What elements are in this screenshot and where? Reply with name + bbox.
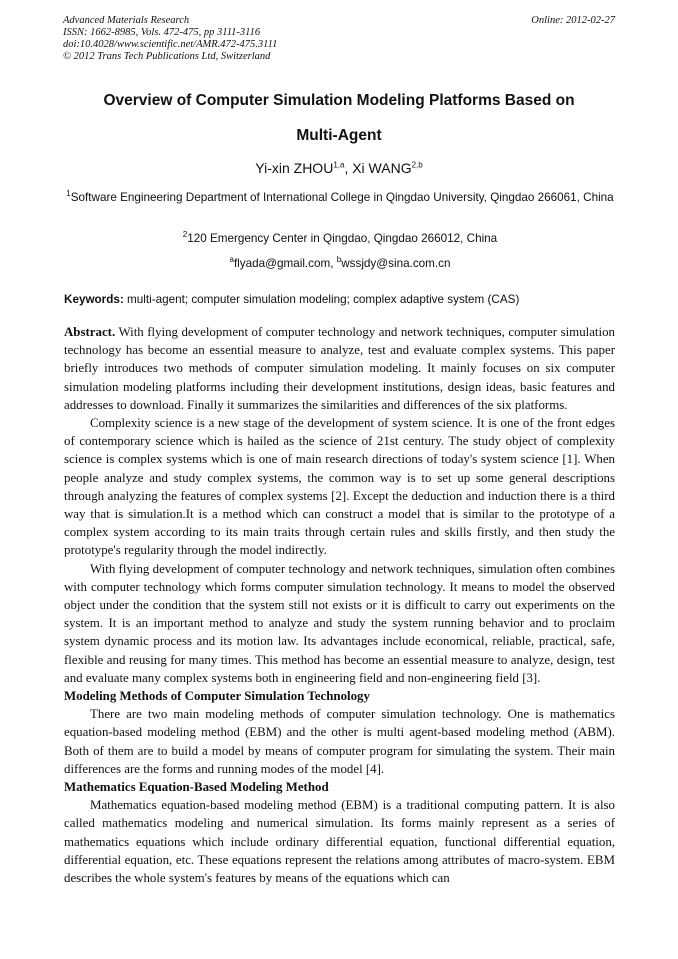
author-1-affil-mark: 1,a <box>333 160 345 170</box>
journal-header <box>63 15 277 63</box>
section-heading-ebm: Mathematics Equation-Based Modeling Method <box>64 780 329 795</box>
abstract-label: Abstract. <box>64 325 116 339</box>
affiliation-1-mark: 1 <box>66 189 71 199</box>
email-2-mark: b <box>336 255 342 265</box>
email-2: wssjdy@sina.com.cn <box>341 257 451 270</box>
paper-body <box>64 323 615 887</box>
journal-doi: doi:10.4028/www.scientific.net/AMR.472-475.3111 <box>63 39 278 50</box>
author-emails <box>64 257 616 270</box>
keywords-text: multi-agent; computer simulation modeling; complex adaptive system (CAS) <box>123 293 520 306</box>
author-2-name: Xi WANG <box>352 160 412 176</box>
online-date: Online: 2012-02-27 <box>531 15 615 26</box>
journal-copyright: © 2012 Trans Tech Publications Ltd, Switzerland <box>63 51 271 62</box>
abstract-text: With flying development of computer technology and network techniques, computer simulation technology has become an essential measure to analyze, test and evaluate complex systems. This paper briefly introduces two methods of computer simulation modeling. It mainly focuses on six computer simulation modeling platforms including their development institutions, design ideas, basic features and addresses to download. Finally it summarizes the similarities and differences of the six platforms. <box>64 325 615 412</box>
affiliation-2-text: 120 Emergency Center in Qingdao, Qingdao 266012, China <box>187 232 498 245</box>
section-heading-modeling-methods: Modeling Methods of Computer Simulation Technology <box>64 689 370 704</box>
author-separator: , <box>344 160 353 176</box>
author-list <box>40 160 638 176</box>
keywords <box>64 293 616 306</box>
affiliation-1 <box>64 189 616 207</box>
journal-name: Advanced Materials Research <box>63 15 190 26</box>
email-1: flyada@gmail.com <box>233 257 331 270</box>
section-1-paragraph-1: There are two main modeling methods of computer simulation technology. One is mathematics equation-based modeling method (EBM) and the other is multi agent-based modeling method (ABM). Both of them are to build a model by means of computer program for simulating the system. Their main differences are the forms and running modes of the model [4]. <box>64 707 615 776</box>
intro-paragraph-1: Complexity science is a new stage of the development of system science. It is one of the front edges of contemporary science which is hailed as the science of 21st century. The study object of complexity science is complex systems which is one of main research directions of today's system science [1]. When people analyze and study complex systems, the common way is to set up some general descriptions through analyzing the features of complex systems [2]. Except the deduction and induction there is a third way that is simulation.It is a method which can construct a model that is similar to the prototype of a complex system according to its main traits through certain rules and skills firstly, and then study the prototype's regularity through the model indirectly. <box>64 416 615 558</box>
keywords-label: Keywords: <box>64 293 124 306</box>
intro-paragraph-2: With flying development of computer technology and network techniques, simulation often combines with computer technology which forms computer simulation technology. It means to model the observed object under the condition that the system still not exists or it is difficult to carry out experiments on the system. It is an important method to analyze and study the system running behavior and to proclaim system dynamic process and its motion law. Its advantages include economical, reliable, practical, safe, flexible and reusing for many times. This method has become an essential measure to analyze, design, test and evaluate many complex systems both in engineering field and non-engineering field [3]. <box>64 561 615 685</box>
email-1-mark: a <box>229 255 234 265</box>
journal-issn: ISSN: 1662-8985, Vols. 472-475, pp 3111-3116 <box>63 27 261 38</box>
author-1-name: Yi-xin ZHOU <box>255 160 334 176</box>
affiliation-2-mark: 2 <box>182 230 188 240</box>
author-2-affil-mark: 2,b <box>411 160 423 170</box>
section-2-paragraph-1: Mathematics equation-based modeling method (EBM) is a traditional computing pattern. It is also called mathematics modeling and numerical simulation. Its forms mainly represent as a series of mathematics equations which include ordinary differential equation, functional differential equation, differential equation, etc. These equations represent the relations among attributes of macro-system. EBM describes the whole system's features by means of the equations which can <box>64 798 615 886</box>
paper-title-line-1: Overview of Computer Simulation Modeling Platforms Based on <box>103 92 575 109</box>
abstract <box>64 323 615 414</box>
email-separator: , <box>330 257 337 270</box>
affiliation-2 <box>64 230 616 248</box>
paper-title-line-2: Multi-Agent <box>296 127 382 144</box>
affiliation-1-text: Software Engineering Department of International College in Qingdao University, Qingdao 266061, China <box>70 191 614 204</box>
